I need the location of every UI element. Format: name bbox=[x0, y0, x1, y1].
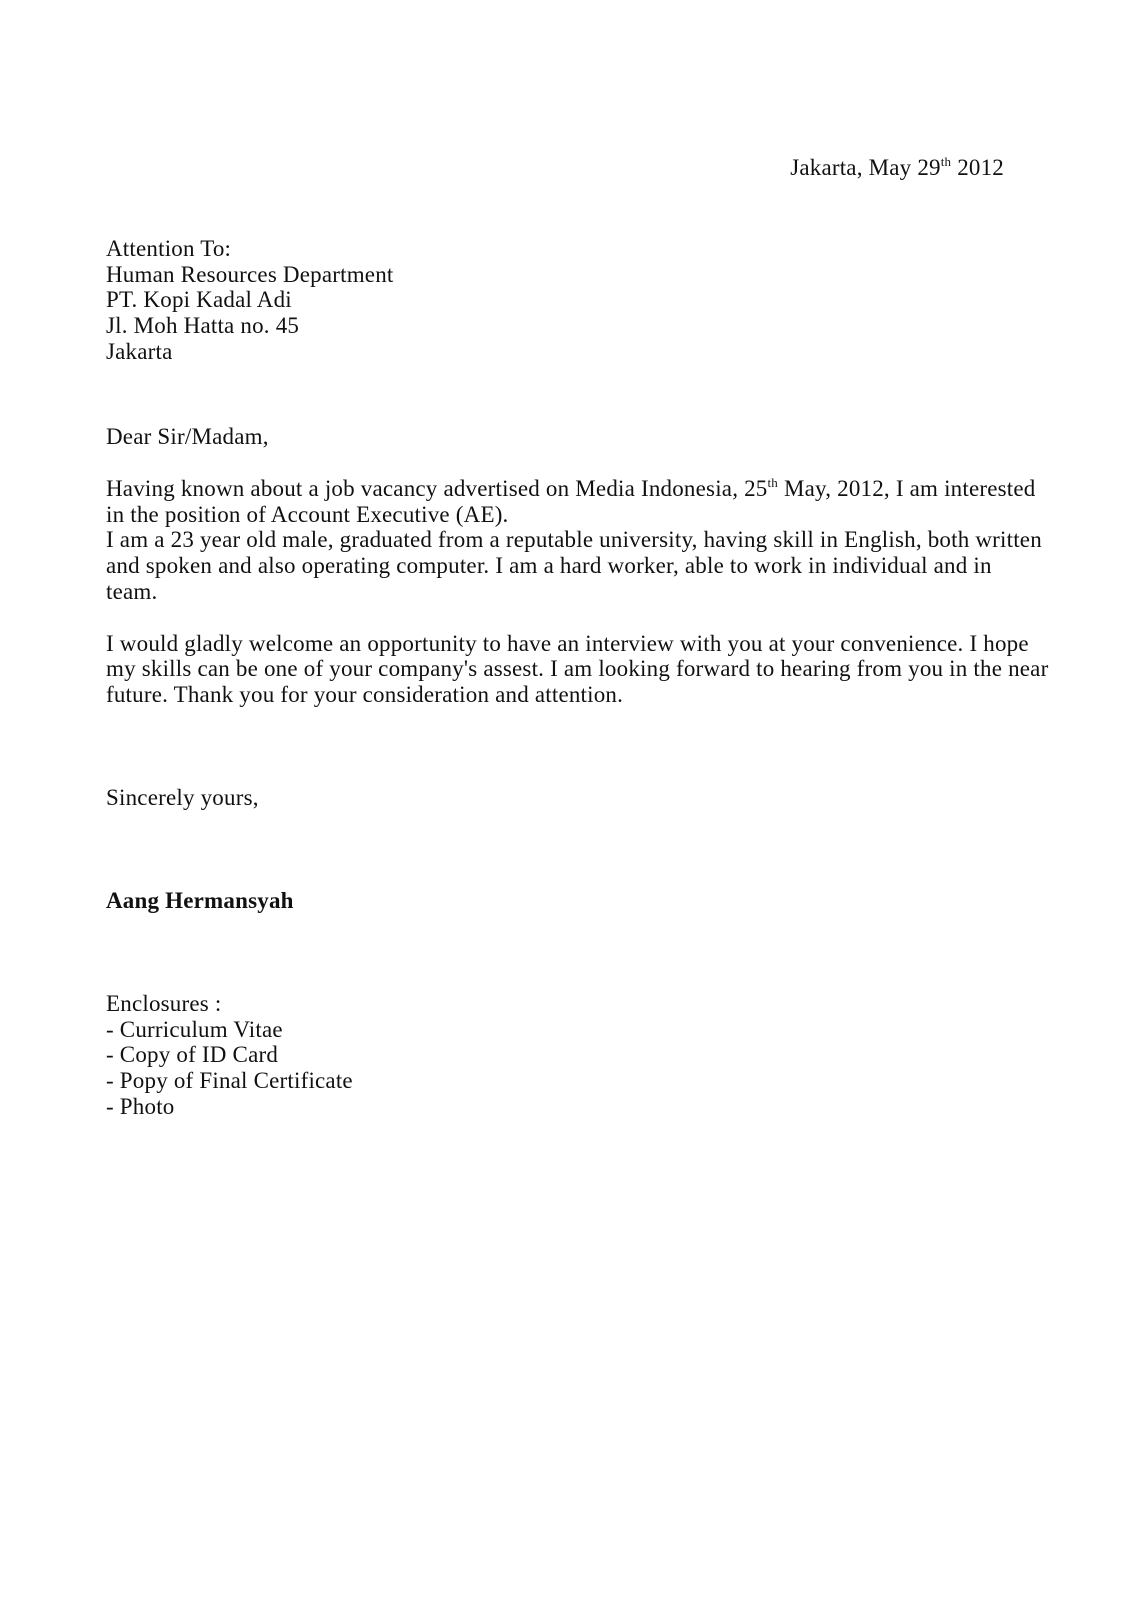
enclosure-item: - Popy of Final Certificate bbox=[106, 1068, 353, 1093]
letter-date bbox=[790, 155, 1004, 181]
paragraph-1-line: I am a 23 year old male, graduated from a reputable university, having skill in English, both written bbox=[106, 527, 1042, 552]
recipient-attention: Attention To: bbox=[106, 236, 232, 261]
paragraph-2-line: my skills can be one of your company's assest. I am looking forward to hearing from you in the near bbox=[106, 656, 1049, 681]
recipient-street: Jl. Moh Hatta no. 45 bbox=[106, 313, 300, 338]
paragraph-1-line bbox=[106, 476, 1036, 502]
enclosures-title: Enclosures : bbox=[106, 991, 222, 1016]
enclosure-item: - Copy of ID Card bbox=[106, 1042, 279, 1067]
paragraph-2-line: I would gladly welcome an opportunity to have an interview with you at your convenience. I hope bbox=[106, 631, 1029, 656]
paragraph-2-line: future. Thank you for your consideration and attention. bbox=[106, 682, 624, 707]
paragraph-1-line: in the position of Account Executive (AE). bbox=[106, 502, 509, 527]
recipient-department: Human Resources Department bbox=[106, 262, 394, 287]
date-ordinal: th bbox=[940, 154, 952, 169]
recipient-city: Jakarta bbox=[106, 339, 173, 364]
signature-name: Aang Hermansyah bbox=[106, 888, 294, 913]
para1-ordinal: th bbox=[767, 475, 779, 490]
paragraph-1-line: team. bbox=[106, 579, 158, 604]
recipient-company: PT. Kopi Kadal Adi bbox=[106, 287, 292, 312]
date-year: 2012 bbox=[951, 155, 1004, 180]
closing: Sincerely yours, bbox=[106, 785, 259, 810]
salutation: Dear Sir/Madam, bbox=[106, 424, 269, 449]
enclosure-item: - Photo bbox=[106, 1094, 175, 1119]
paragraph-1-line: and spoken and also operating computer. I am a hard worker, able to work in individual and in bbox=[106, 553, 992, 578]
enclosure-item: - Curriculum Vitae bbox=[106, 1017, 283, 1042]
para1-text: Having known about a job vacancy advertised on Media Indonesia, 25 bbox=[106, 476, 768, 501]
para1-text-end: May, 2012, I am interested bbox=[778, 476, 1036, 501]
date-text: Jakarta, May 29 bbox=[790, 155, 941, 180]
